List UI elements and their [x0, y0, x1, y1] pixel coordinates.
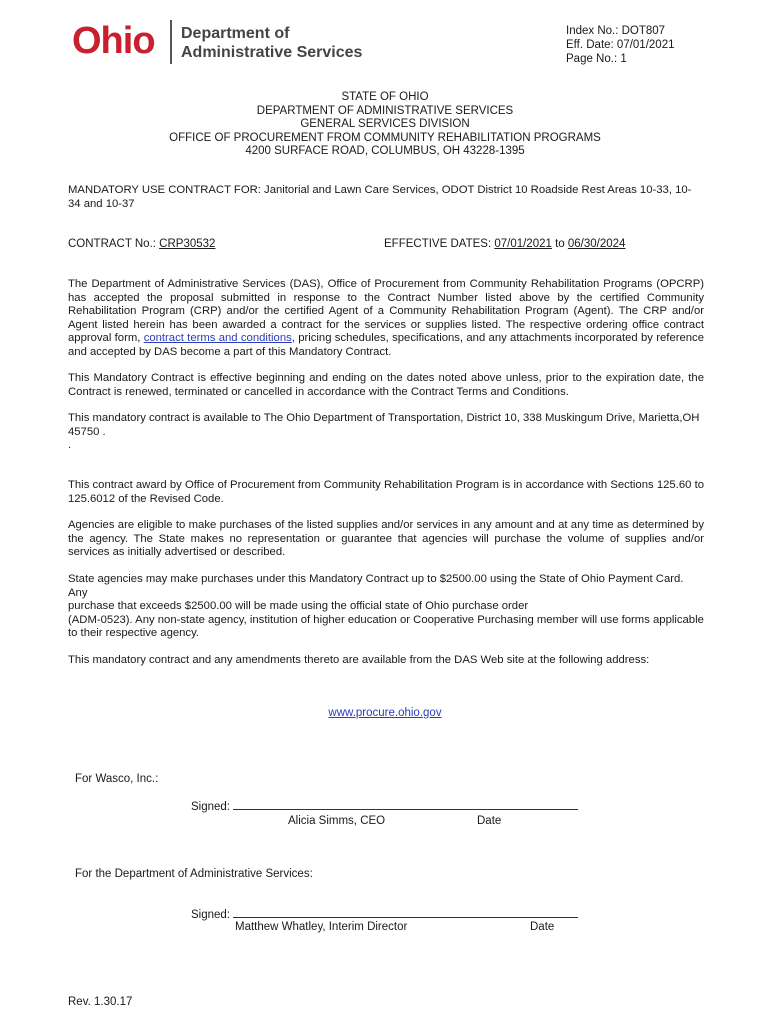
effective-dates-label: EFFECTIVE DATES:	[384, 238, 495, 250]
agency-line: GENERAL SERVICES DIVISION	[300, 118, 470, 130]
mandatory-use-contract	[68, 184, 704, 211]
das-signature-line	[191, 907, 578, 921]
contract-terms-link[interactable]: contract terms and conditions	[143, 332, 292, 344]
logo-dept-line2: Administrative Services	[181, 44, 363, 61]
availability-line1: This mandatory contract is available to The Ohio Department of Transportation, District 10, 338 Muskingum Drive, Marietta,OH	[68, 412, 700, 424]
eff-date: Eff. Date: 07/01/2021	[566, 39, 675, 51]
effective-end-date: 06/30/2024	[567, 238, 626, 250]
wasco-date-label: Date	[477, 815, 502, 827]
contract-number	[68, 238, 215, 250]
agency-address-block	[0, 91, 770, 159]
logo-dept-line1: Department of	[181, 25, 290, 42]
page-no: Page No.: 1	[566, 53, 627, 65]
signed-label: Signed:	[191, 801, 234, 813]
procure-website-link[interactable]: www.procure.ohio.gov	[328, 707, 442, 719]
paragraph-award-text-a: The Department of Administrative Services (DAS), Office of Procurement from Community Rehabilitation Programs (OPCRP) has accepted the proposal submitted in response to the Contract Number listed above by the certified Community Rehabilitation Program (CRP) and/or the certified Agent of a Community Rehabilitation Program (Agent). The CRP and/or Agent listed herein has been awarded a contract for the services or supplies listed. The respective ordering office contract approval form,	[68, 278, 704, 344]
paragraph-award	[68, 278, 704, 359]
signature-underline	[233, 799, 578, 810]
contract-number-label: CONTRACT No.:	[68, 238, 160, 250]
index-no: Index No.: DOT807	[566, 25, 666, 37]
index-block	[566, 24, 674, 66]
agency-line: STATE OF OHIO	[341, 91, 429, 103]
effective-dates-to: to	[551, 238, 568, 250]
paragraph-award-text-b: , pricing schedules, specifications, and any attachments incorporated by reference and accepted by DAS become a part of this Mandatory Contract.	[68, 332, 704, 358]
mandatory-use-line2: 34 and 10-37	[68, 197, 135, 210]
das-label: For the Department of Administrative Services:	[75, 868, 313, 880]
logo-divider	[170, 20, 172, 64]
availability-line2: 45750 .	[68, 425, 106, 438]
agency-line: DEPARTMENT OF ADMINISTRATIVE SERVICES	[256, 104, 514, 117]
effective-dates	[384, 238, 625, 250]
paragraph-eligibility: Agencies are eligible to make purchases of the listed supplies and/or services in any amount and at any time as determined by the agency. The State makes no representation or guarantee that agencies will purchase the volume of supplies and/or services as initially advertised or described.	[68, 519, 704, 558]
payment-line2: purchase that exceeds $2500.00 will be made using the official state of Ohio purchase order	[68, 600, 529, 612]
agency-line: 4200 SURFACE ROAD, COLUMBUS, OH 43228-1395	[245, 145, 525, 157]
revision-footer: Rev. 1.30.17	[68, 996, 133, 1008]
paragraph-availability	[68, 412, 704, 453]
das-signer-name: Matthew Whatley, Interim Director	[235, 921, 408, 933]
paragraph-effective: This Mandatory Contract is effective beginning and ending on the dates noted above unless, prior to the expiration date, the Contract is renewed, terminated or cancelled in accordance with the Contract Terms and Conditions.	[68, 372, 704, 398]
website-link-container	[0, 707, 770, 719]
mandatory-use-line1: MANDATORY USE CONTRACT FOR: Janitorial and Lawn Care Services, ODOT District 10 Roadside Rest Areas 10-33, 10-	[68, 184, 692, 196]
paragraph-website-notice: This mandatory contract and any amendments thereto are available from the DAS Web site at the following address:	[68, 654, 650, 666]
ohio-logo: Ohio	[72, 20, 155, 62]
wasco-signer-name: Alicia Simms, CEO	[288, 815, 386, 827]
payment-line1: State agencies may make purchases under this Mandatory Contract up to $2500.00 using the State of Ohio Payment Card. Any	[68, 573, 684, 599]
das-date-label: Date	[530, 921, 555, 933]
effective-start-date: 07/01/2021	[494, 238, 552, 250]
wasco-label: For Wasco, Inc.:	[75, 773, 159, 785]
contract-number-value: CRP30532	[159, 238, 216, 250]
wasco-signature-line	[191, 799, 578, 813]
availability-line3: .	[68, 439, 72, 451]
agency-line: OFFICE OF PROCUREMENT FROM COMMUNITY REHABILITATION PROGRAMS	[169, 131, 601, 144]
logo-department-name	[181, 24, 362, 62]
paragraph-payment	[68, 573, 704, 641]
payment-line3: (ADM-0523). Any non-state agency, institution of higher education or Cooperative Purchasing member will use forms applicable to their respective agency.	[68, 613, 704, 639]
signature-underline	[233, 907, 578, 918]
paragraph-revised-code: This contract award by Office of Procurement from Community Rehabilitation Program is in accordance with Sections 125.60 to 125.6012 of the Revised Code.	[68, 479, 704, 505]
signed-label: Signed:	[191, 909, 234, 921]
